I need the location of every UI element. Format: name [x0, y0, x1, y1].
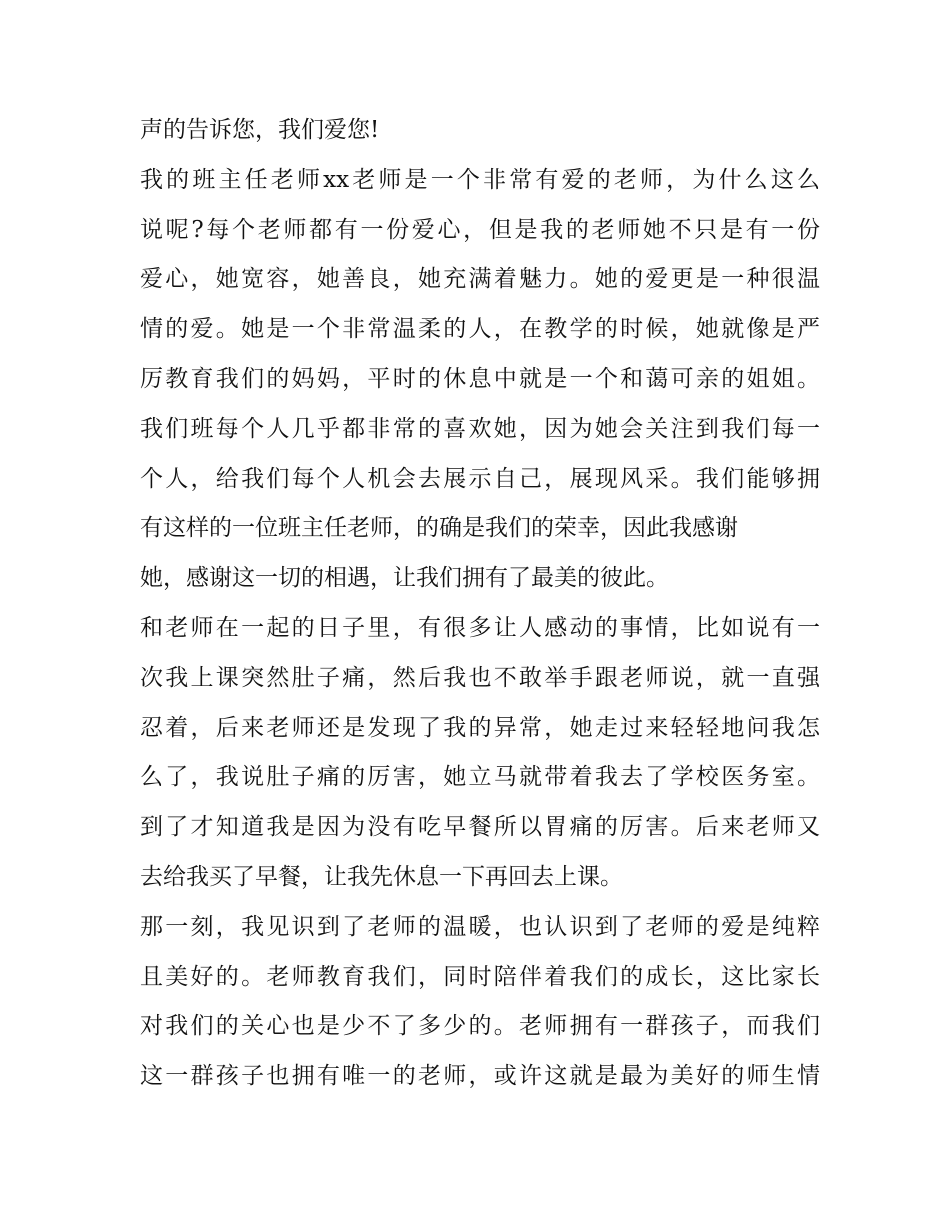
text-line: 且美好的。老师教育我们，同时陪伴着我们的成长，这比家长 [140, 963, 820, 990]
text-line: 她，感谢这一切的相遇，让我们拥有了最美的彼此。 [140, 565, 669, 592]
text-line: 对我们的关心也是少不了多少的。老师拥有一群孩子，而我们 [140, 1013, 820, 1040]
text-line: 去给我买了早餐，让我先休息一下再回去上课。 [140, 863, 623, 890]
text-line: 有这样的一位班主任老师，的确是我们的荣幸，因此我感谢 [140, 515, 738, 542]
text-line: 个人，给我们每个人机会去展示自己，展现风采。我们能够拥 [140, 465, 820, 492]
text-line: 次我上课突然肚子痛，然后我也不敢举手跟老师说，就一直强 [140, 664, 820, 691]
text-line: 么了，我说肚子痛的厉害，她立马就带着我去了学校医务室。 [140, 764, 820, 791]
text-line: 我的班主任老师xx老师是一个非常有爱的老师，为什么这么 [140, 166, 820, 193]
text-line: 到了才知道我是因为没有吃早餐所以胃痛的厉害。后来老师又 [140, 814, 820, 841]
text-line: 说呢?每个老师都有一份爱心，但是我的老师她不只是有一份 [140, 216, 820, 243]
text-line: 我们班每个人几乎都非常的喜欢她，因为她会关注到我们每一 [140, 415, 820, 442]
text-line: 情的爱。她是一个非常温柔的人，在教学的时候，她就像是严 [140, 316, 820, 343]
text-line: 这一群孩子也拥有唯一的老师，或许这就是最为美好的师生情 [140, 1063, 820, 1090]
text-line: 声的告诉您，我们爱您! [140, 117, 380, 143]
text-line: 和老师在一起的日子里，有很多让人感动的事情，比如说有一 [140, 614, 820, 641]
text-line: 那一刻，我见识到了老师的温暖，也认识到了老师的爱是纯粹 [140, 913, 820, 940]
document-body [140, 106, 820, 1102]
text-line: 厉教育我们的妈妈，平时的休息中就是一个和蔼可亲的姐姐。 [140, 365, 820, 392]
text-line: 爱心，她宽容，她善良，她充满着魅力。她的爱更是一种很温 [140, 266, 820, 293]
text-line: 忍着，后来老师还是发现了我的异常，她走过来轻轻地问我怎 [140, 714, 820, 741]
